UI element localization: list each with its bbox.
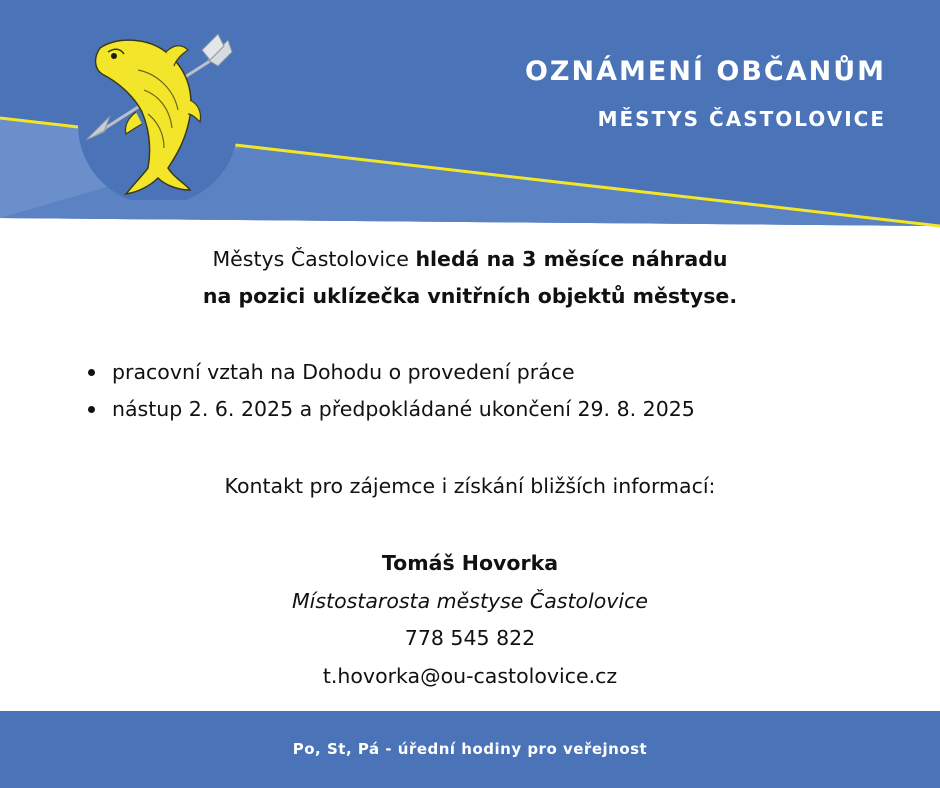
header-subtitle: MĚSTYS ČASTOLOVICE bbox=[597, 107, 886, 131]
bullet-list bbox=[0, 354, 940, 428]
footer-bar bbox=[0, 711, 940, 788]
list-item: pracovní vztah na Dohodu o provedení práce bbox=[88, 354, 940, 391]
fish-with-arrow-coat-of-arms-icon bbox=[78, 30, 238, 200]
footer-office-hours: Po, St, Pá - úřední hodiny pro veřejnost bbox=[292, 740, 648, 758]
intro-line1-regular: Městys Častolovice bbox=[212, 247, 416, 271]
header-title-block bbox=[525, 52, 886, 136]
contact-heading: Kontakt pro zájemce i získání bližších informací: bbox=[224, 474, 716, 498]
intro-text bbox=[0, 241, 940, 315]
notice-content bbox=[0, 240, 940, 695]
contact-role: Místostarosta městyse Častolovice bbox=[291, 588, 649, 613]
intro-line2-bold: na pozici uklízečka vnitřních objektů městyse. bbox=[202, 284, 738, 308]
intro-line1-bold: hledá na 3 měsíce náhradu bbox=[415, 247, 728, 271]
contact-email[interactable]: t.hovorka@ou-castolovice.cz bbox=[322, 663, 618, 688]
contact-name: Tomáš Hovorka bbox=[381, 551, 559, 575]
contact-person bbox=[0, 545, 940, 695]
contact-phone[interactable]: 778 545 822 bbox=[404, 626, 536, 650]
list-item: nástup 2. 6. 2025 a předpokládané ukončení 29. 8. 2025 bbox=[88, 391, 940, 428]
header-title: OZNÁMENÍ OBČANŮM bbox=[524, 56, 886, 87]
